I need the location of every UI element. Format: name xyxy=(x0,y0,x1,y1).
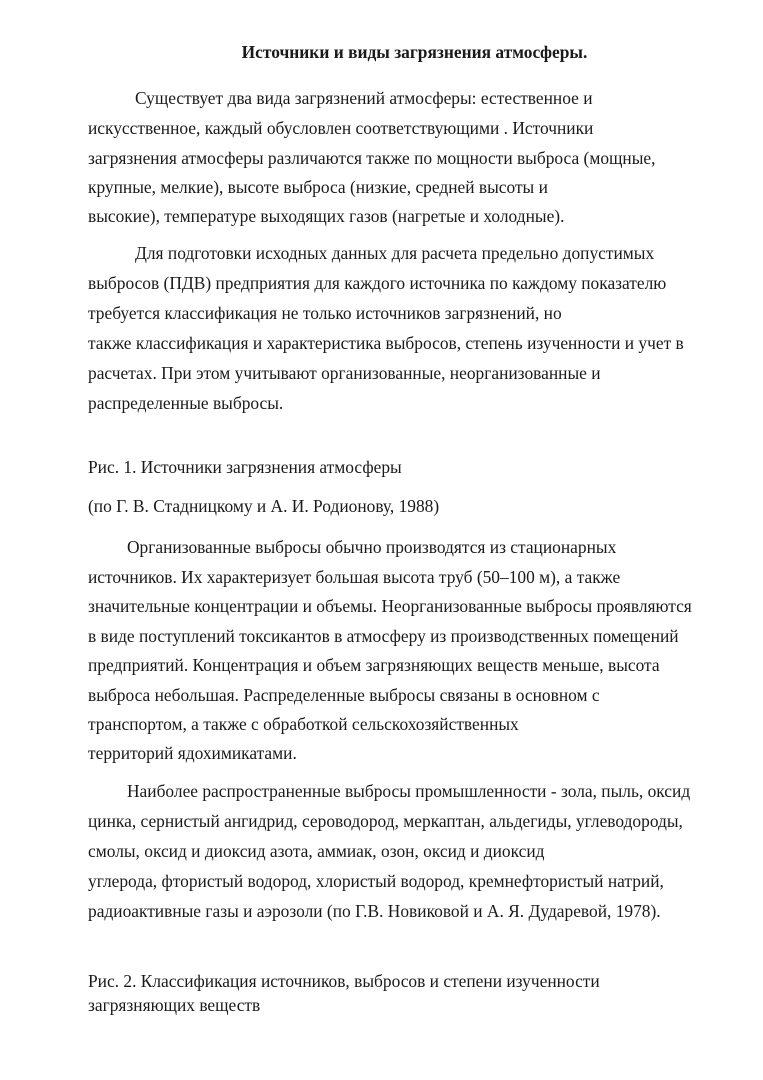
paragraph-line: углерода, фтористый водород, хлористый водород, кремнефтористый натрий, xyxy=(88,871,664,891)
figure-1-source: (по Г. В. Стадницкому и А. И. Родионову, 1988) xyxy=(88,496,440,516)
paragraph-line: также классификация и характеристика выбросов, степень изученности и учет в xyxy=(88,333,684,353)
caption-line: Рис. 2. Классификация источников, выбросов и степени изученности xyxy=(88,971,600,991)
paragraph-line: высокие), температуре выходящих газов (нагретые и холодные). xyxy=(88,206,565,226)
paragraph-line: выбросов (ПДВ) предприятия для каждого источника по каждому показателю xyxy=(88,273,667,293)
paragraph-line: территорий ядохимикатами. xyxy=(88,743,297,763)
paragraph-line: искусственное, каждый обусловлен соответствующими . Источники xyxy=(88,118,594,138)
paragraph-line: Существует два вида загрязнений атмосферы: естественное и xyxy=(135,88,593,108)
paragraph-line: требуется классификация не только источников загрязнений, но xyxy=(88,303,562,323)
paragraph-line: Организованные выбросы обычно производятся из стационарных xyxy=(127,537,617,557)
paragraph-line: выброса небольшая. Распределенные выбросы связаны в основном с xyxy=(88,685,600,705)
paragraph-line: в виде поступлений токсикантов в атмосферу из производственных помещений xyxy=(88,626,679,646)
paragraph-line: загрязнения атмосферы различаются также по мощности выброса (мощные, xyxy=(88,148,656,168)
paragraph-line: крупные, мелкие), высоте выброса (низкие, средней высоты и xyxy=(88,177,548,197)
paragraph-line: транспортом, а также с обработкой сельскохозяйственных xyxy=(88,714,519,734)
caption-line: загрязняющих веществ xyxy=(88,995,261,1015)
paragraph-line: расчетах. При этом учитывают организованные, неорганизованные и xyxy=(88,363,601,383)
paragraph-line: значительные концентрации и объемы. Неорганизованные выбросы проявляются xyxy=(88,596,692,616)
document-title: Источники и виды загрязнения атмосферы. xyxy=(241,42,588,62)
paragraph-line: Для подготовки исходных данных для расчета предельно допустимых xyxy=(135,243,655,263)
paragraph-line: Наиболее распространенные выбросы промышленности - зола, пыль, оксид xyxy=(127,781,691,801)
paragraph-line: радиоактивные газы и аэрозоли (по Г.В. Новиковой и А. Я. Дударевой, 1978). xyxy=(88,901,661,921)
paragraph-line: предприятий. Концентрация и объем загрязняющих веществ меньше, высота xyxy=(88,655,660,675)
paragraph-line: источников. Их характеризует большая высота труб (50–100 м), а также xyxy=(88,567,621,587)
figure-1-caption: Рис. 1. Источники загрязнения атмосферы xyxy=(88,457,402,477)
paragraph-line: смолы, оксид и диоксид азота, аммиак, озон, оксид и диоксид xyxy=(88,841,545,861)
paragraph-line: распределенные выбросы. xyxy=(88,393,284,413)
paragraph-line: цинка, сернистый ангидрид, сероводород, меркаптан, альдегиды, углеводороды, xyxy=(88,811,683,831)
